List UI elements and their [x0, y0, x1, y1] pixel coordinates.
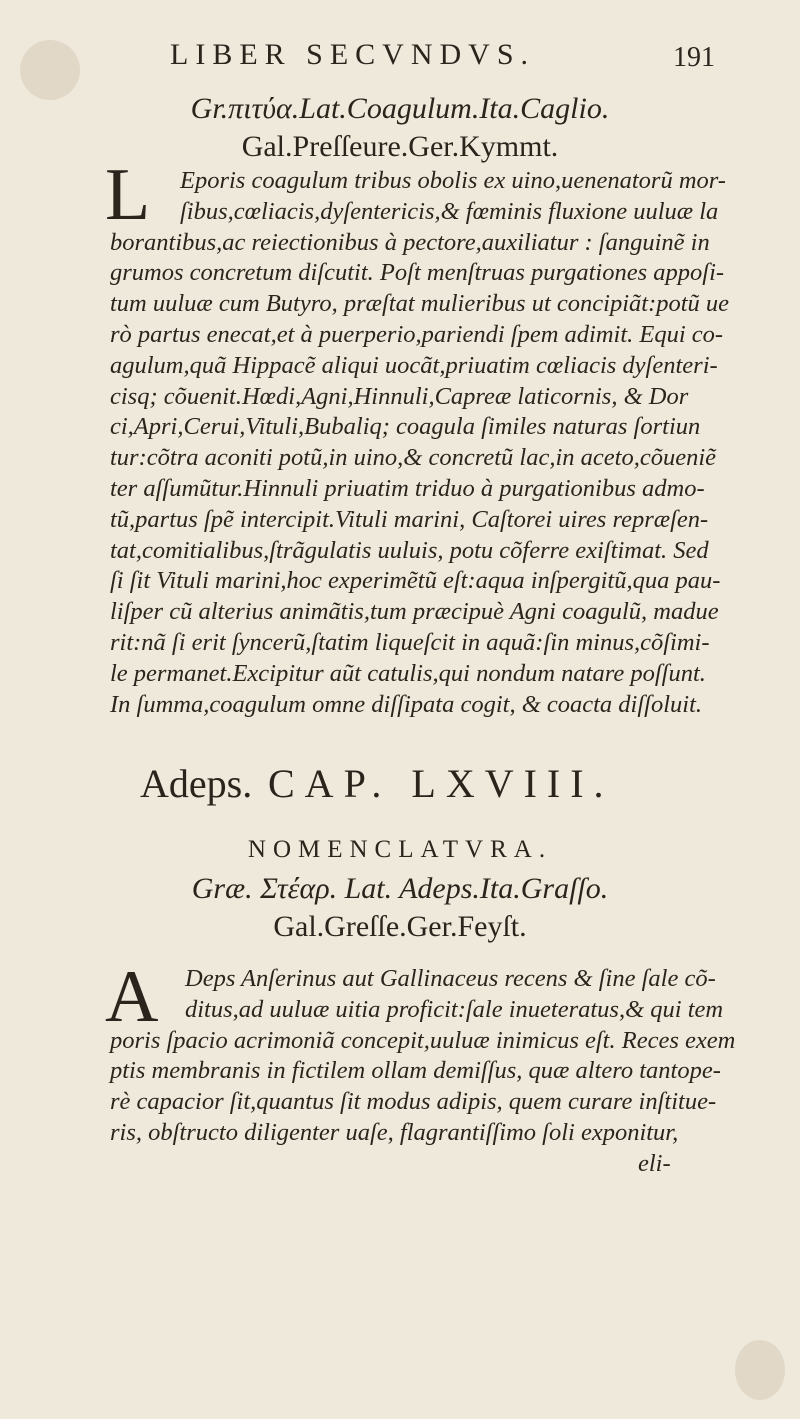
text-line: grumos concretum diſcutit. Poſt menſtruas purgationes appoſi-	[110, 259, 725, 287]
nomenclatura-heading: NOMENCLATVRA.	[247, 836, 553, 863]
text-line: ris, obſtructo diligenter uaſe, flagrantiſſimo ſoli exponitur,	[110, 1118, 679, 1146]
text-line: ptis membranis in fictilem ollam demiſſus, quæ altero tantope-	[110, 1057, 721, 1085]
text-line: tat,comitialibus,ſtrãgulatis uuluis, potu cõferre exiſtimat. Sed	[110, 536, 709, 564]
text-line: Eporis coagulum tribus obolis ex uino,uenenatorũ mor-	[180, 167, 726, 194]
text-line: ci,Apri,Cerui,Vituli,Bubaliq; coagula ſimiles naturas ſortiun	[110, 413, 701, 441]
coagulum-nomenclature-line1: Gr.πιτύα.Lat.Coagulum.Ita.Caglio.	[190, 92, 610, 125]
coagulum-nomenclature-line2: Gal.Preſſeure.Ger.Kymmt.	[241, 130, 559, 163]
page-number: 191	[673, 42, 715, 73]
adeps-nomenclature-line2: Gal.Greſſe.Ger.Feyſt.	[273, 910, 527, 943]
text-line: borantibus,ac reiectionibus à pectore,auxiliatur : ſanguinẽ in	[110, 228, 710, 256]
text-line: ſibus,cœliacis,dyſentericis,& fœminis fluxione uuluæ la	[180, 197, 719, 225]
text-line: le permanet.Excipitur aũt catulis,qui nondum natare poſſunt.	[110, 659, 706, 687]
adeps-drop-cap: A	[105, 956, 159, 1038]
text-line: liſper cũ alterius animãtis,tum præcipuè Agni coagulũ, madue	[110, 598, 719, 626]
text-line: tur:cõtra aconiti potũ,in uino,& concretũ lac,in aceto,cõueniẽ	[110, 444, 717, 472]
section-title: Adeps.	[140, 761, 253, 806]
catchword: eli-	[638, 1149, 671, 1177]
text-line: rit:nã ſi erit ſyncerũ,ſtatim liqueſcit in aquã:ſin minus,cõſimi-	[110, 628, 710, 656]
chapter-number: CAP. LXVIII.	[268, 761, 614, 806]
text-line: tũ,partus ſpẽ intercipit.Vituli marini, Caſtorei uires repræſen-	[110, 505, 709, 533]
text-line: rè capacior ſit,quantus ſit modus adipis, quem curare inſtitue-	[110, 1088, 717, 1116]
text-line: Deps Anſerinus aut Gallinaceus recens & ſine ſale cõ-	[185, 965, 716, 992]
text-line: agulum,quã Hippacẽ aliqui uocãt,priuatim cœliacis dyſenteri-	[110, 351, 718, 379]
paper-stain	[735, 1340, 785, 1400]
text-line: cisq; cõuenit.Hœdi,Agni,Hinnuli,Capreæ laticornis, & Dor	[110, 382, 689, 410]
text-line: rò partus enecat,et à puerperio,pariendi ſpem adimit. Equi co-	[110, 320, 724, 348]
coagulum-paragraph	[110, 166, 730, 720]
text-line: ſi ſit Vituli marini,hoc experimẽtũ eſt:aqua inſpergitũ,qua pau-	[110, 567, 721, 595]
chapter-heading	[0, 760, 800, 810]
coagulum-drop-cap: L	[105, 154, 151, 236]
adeps-nomenclature-line1: Græ. Στέαρ. Lat. Adeps.Ita.Graſſo.	[191, 872, 609, 905]
page-header	[0, 38, 800, 78]
text-line: ditus,ad uuluæ uitia proficit:ſale inueteratus,& qui tem	[185, 995, 724, 1023]
running-head: LIBER SECVNDVS.	[170, 38, 536, 71]
text-line: tum uuluæ cum Butyro, præſtat mulieribus ut concipiãt:potũ ue	[110, 290, 730, 318]
text-line: poris ſpacio acrimoniã concepit,uuluæ inimicus eſt. Reces exem	[110, 1026, 736, 1054]
text-line: ter aſſumũtur.Hinnuli priuatim triduo à purgationibus admo-	[110, 474, 705, 502]
text-line: In ſumma,coagulum omne diſſipata cogit, & coacta diſſoluit.	[110, 690, 703, 718]
adeps-paragraph	[110, 964, 736, 1180]
